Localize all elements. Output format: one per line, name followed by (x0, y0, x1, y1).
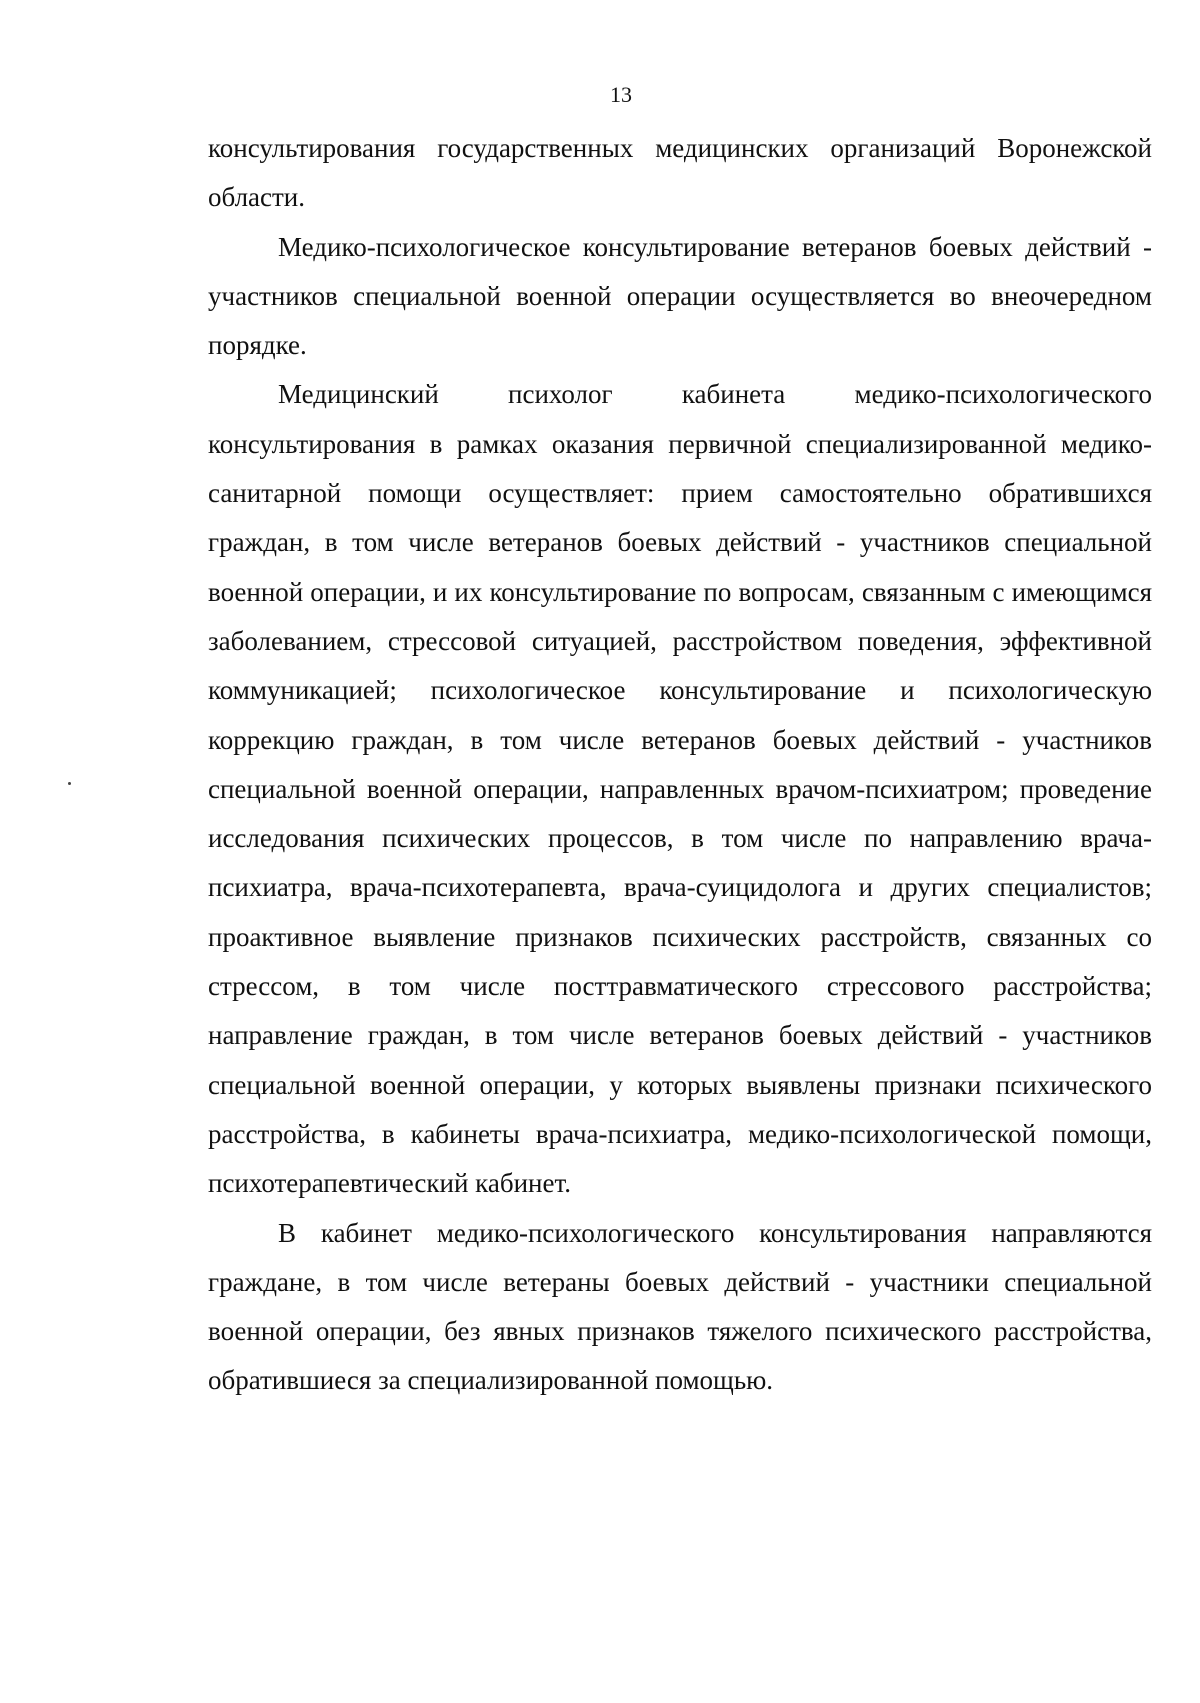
scan-speck (68, 782, 71, 785)
paragraph-referral: В кабинет медико-психологического консультирования направляются граждане, в том числе ветераны боевых действий - участники специальной военной операции, без явных признаков тяжелого психического расстройства, обратившиеся за специализированной помощью. (208, 1217, 1152, 1396)
paragraph-psychologist-duties: Медицинский психолог кабинета медико-психологического консультирования в рамках оказания первичной специализированной медико-санитарной помощи осуществляет: прием самостоятельно обратившихся граждан, в том числе ветеранов боевых действий - участников специальной военной операции, и их консультирование по вопросам, связанным с имеющимся заболеванием, стрессовой ситуацией, расстройством поведения, эффективной коммуникацией; психологическое консультирование и психологическую коррекцию граждан, в том числе ветеранов боевых действий - участников специальной военной операции, направленных врачом-психиатром; проведение исследования психических процессов, в том числе по направлению врача-психиатра, врача-психотерапевта, врача-суицидолога и других специалистов; проактивное выявление признаков психических расстройств, связанных со стрессом, в том числе посттравматического стрессового расстройства; направление граждан, в том числе ветеранов боевых действий - участников специальной военной операции, у которых выявлены признаки психического расстройства, в кабинеты врача-психиатра, медико-психологической помощи, психотерапевтический кабинет. (208, 379, 1152, 1199)
paragraph-priority-consultation: Медико-психологическое консультирование ветеранов боевых действий - участников специальной военной операции осуществляется во внеочередном порядке. (208, 231, 1152, 361)
page-number: 13 (610, 82, 632, 107)
document-body (208, 124, 1152, 1406)
paragraph-continuation: консультирования государственных медицинских организаций Воронежской области. (208, 133, 1152, 213)
